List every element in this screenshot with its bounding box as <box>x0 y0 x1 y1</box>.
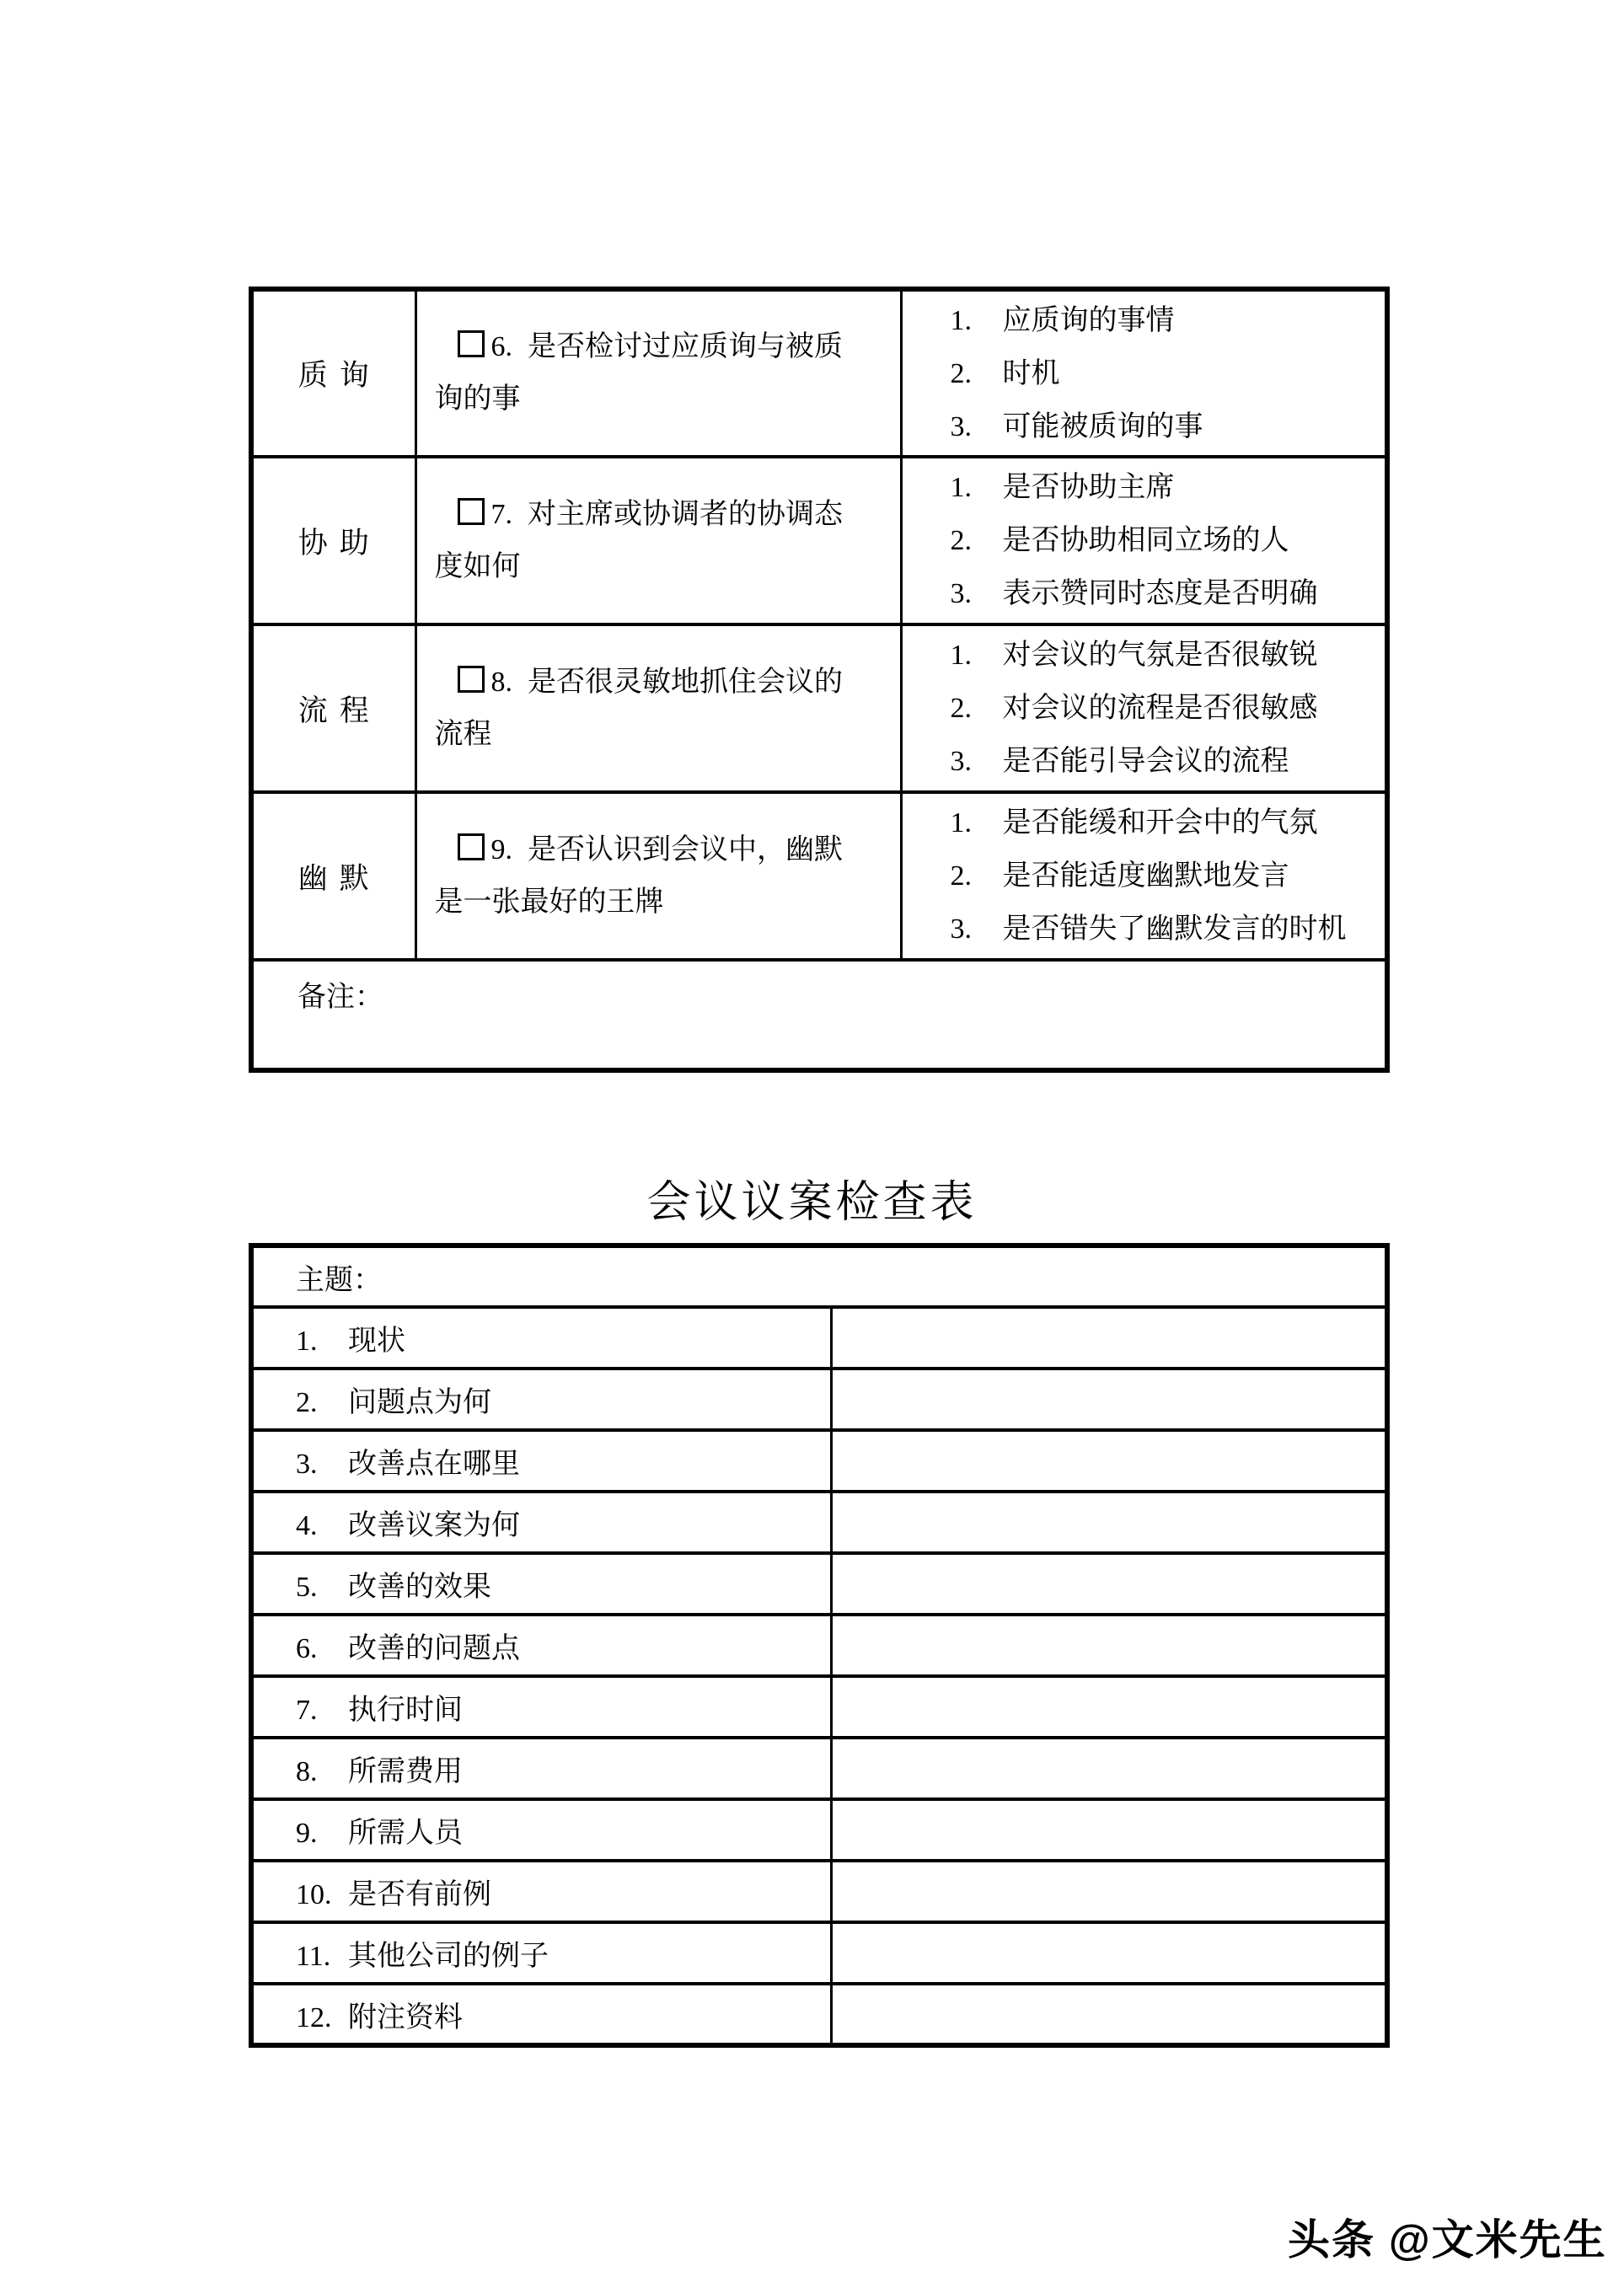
table-row <box>251 1738 1387 1799</box>
agenda-table-title: 会议议案检查表 <box>646 1179 978 1227</box>
point-text: 是否错失了幽默发言的时机 <box>1002 913 1347 945</box>
question-number: 7. <box>490 498 512 530</box>
agenda-item-cell <box>251 1369 831 1430</box>
watermark: 头条 @文米先生 <box>1288 2216 1607 2264</box>
row-number: 3. <box>296 1449 318 1480</box>
agenda-item-cell <box>251 1922 831 1984</box>
table-row <box>251 792 1387 960</box>
point-number: 3. <box>950 410 972 442</box>
checkbox-icon <box>458 833 485 860</box>
point-number: 3. <box>950 746 972 777</box>
agenda-item-cell <box>251 1553 831 1615</box>
table-row <box>251 1246 1387 1307</box>
row-number: 9. <box>296 1818 318 1849</box>
point-text: 是否协助相同立场的人 <box>1002 525 1289 556</box>
row-number: 6. <box>296 1633 318 1664</box>
point-number: 3. <box>950 913 972 945</box>
category-cell: 协助 <box>251 457 415 624</box>
point-number: 1. <box>950 472 972 503</box>
point-item <box>951 294 1385 347</box>
row-label: 其他公司的例子 <box>348 1941 549 1972</box>
row-label: 改善点在哪里 <box>348 1449 520 1480</box>
question-cell <box>415 289 901 457</box>
point-text: 对会议的流程是否很敏感 <box>1002 693 1318 724</box>
agenda-item-cell <box>251 1676 831 1738</box>
point-text: 对会议的气氛是否很敏锐 <box>1002 640 1318 671</box>
table-row <box>251 1799 1387 1861</box>
point-number: 2. <box>950 525 972 556</box>
topic-cell <box>251 1246 1387 1307</box>
table-row <box>251 1553 1387 1615</box>
question-text: 是否检讨过应质询与被质询的事 <box>434 331 843 415</box>
point-text: 是否能适度幽默地发言 <box>1002 860 1289 892</box>
point-item <box>951 796 1385 849</box>
table-row <box>251 1984 1387 2045</box>
row-number: 1. <box>296 1326 318 1357</box>
question-text: 是否认识到会议中，幽默是一张最好的王牌 <box>434 833 843 918</box>
table-row <box>251 1492 1387 1553</box>
category-cell: 质询 <box>251 289 415 457</box>
row-number: 10. <box>296 1879 332 1910</box>
table-row <box>251 457 1387 624</box>
point-text: 时机 <box>1002 357 1060 389</box>
answer-cell <box>831 1307 1387 1369</box>
topic-label: 主题： <box>296 1264 382 1296</box>
checkbox-icon <box>458 498 485 525</box>
question-number: 9. <box>490 833 512 865</box>
answer-cell <box>831 1492 1387 1553</box>
agenda-item-cell <box>251 1615 831 1676</box>
row-label: 改善的问题点 <box>348 1633 520 1664</box>
question-text: 是否很灵敏地抓住会议的流程 <box>434 666 843 750</box>
row-label: 所需人员 <box>348 1818 463 1849</box>
point-item <box>951 849 1385 903</box>
table-row <box>251 1430 1387 1492</box>
point-item <box>951 629 1385 682</box>
points-cell <box>901 289 1387 457</box>
checklist-table <box>249 287 1390 1073</box>
agenda-item-cell <box>251 1984 831 2045</box>
point-text: 是否协助主席 <box>1002 472 1175 503</box>
answer-cell <box>831 1738 1387 1799</box>
row-label: 改善议案为何 <box>348 1510 520 1541</box>
question-cell <box>415 624 901 792</box>
table-row <box>251 624 1387 792</box>
point-text: 是否能缓和开会中的气氛 <box>1002 807 1318 838</box>
row-number: 12. <box>296 2001 332 2033</box>
point-item <box>951 903 1385 956</box>
point-text: 应质询的事情 <box>1002 304 1175 336</box>
row-number: 2. <box>296 1387 318 1418</box>
row-label: 所需费用 <box>348 1756 463 1787</box>
row-label: 改善的效果 <box>348 1572 491 1603</box>
answer-cell <box>831 1615 1387 1676</box>
point-text: 可能被质询的事 <box>1002 410 1203 442</box>
agenda-item-cell <box>251 1738 831 1799</box>
table-row <box>251 1922 1387 1984</box>
agenda-table <box>249 1243 1390 2048</box>
row-number: 8. <box>296 1756 318 1787</box>
question-paragraph <box>435 489 854 593</box>
table-row <box>251 1369 1387 1430</box>
point-number: 1. <box>950 807 972 838</box>
question-text: 对主席或协调者的协调态度如何 <box>434 498 843 582</box>
row-label: 附注资料 <box>348 2001 463 2033</box>
point-item <box>951 735 1385 788</box>
point-item <box>951 461 1385 514</box>
category-cell: 幽默 <box>251 792 415 960</box>
row-number: 4. <box>296 1510 318 1541</box>
point-number: 1. <box>950 304 972 336</box>
remark-cell <box>251 960 1387 1070</box>
point-number: 1. <box>950 640 972 671</box>
row-label: 问题点为何 <box>348 1387 491 1418</box>
answer-cell <box>831 1861 1387 1922</box>
agenda-item-cell <box>251 1430 831 1492</box>
question-paragraph <box>435 824 854 929</box>
question-paragraph <box>435 321 854 426</box>
checkbox-icon <box>458 666 485 693</box>
point-item <box>951 400 1385 453</box>
agenda-item-cell <box>251 1307 831 1369</box>
answer-cell <box>831 1553 1387 1615</box>
points-cell <box>901 624 1387 792</box>
answer-cell <box>831 1922 1387 1984</box>
row-number: 7. <box>296 1695 318 1726</box>
question-cell <box>415 457 901 624</box>
agenda-item-cell <box>251 1492 831 1553</box>
row-label: 现状 <box>348 1326 405 1357</box>
checkbox-icon <box>458 330 485 357</box>
question-number: 8. <box>490 666 512 698</box>
category-cell: 流程 <box>251 624 415 792</box>
point-text: 表示赞同时态度是否明确 <box>1002 578 1318 609</box>
table-row <box>251 289 1387 457</box>
point-number: 2. <box>950 357 972 389</box>
point-item <box>951 514 1385 567</box>
question-paragraph <box>435 656 854 761</box>
row-label: 执行时间 <box>348 1695 463 1726</box>
points-cell <box>901 792 1387 960</box>
answer-cell <box>831 1676 1387 1738</box>
point-number: 2. <box>950 693 972 724</box>
agenda-item-cell <box>251 1861 831 1922</box>
row-number: 11. <box>296 1941 331 1972</box>
point-item <box>951 567 1385 620</box>
agenda-item-cell <box>251 1799 831 1861</box>
point-number: 2. <box>950 860 972 892</box>
answer-cell <box>831 1430 1387 1492</box>
table-row <box>251 1676 1387 1738</box>
points-cell <box>901 457 1387 624</box>
question-number: 6. <box>490 331 512 362</box>
answer-cell <box>831 1984 1387 2045</box>
row-number: 5. <box>296 1572 318 1603</box>
table-row <box>251 1307 1387 1369</box>
remark-label: 备注： <box>297 982 383 1013</box>
table-row <box>251 960 1387 1070</box>
table-row <box>251 1615 1387 1676</box>
row-label: 是否有前例 <box>348 1879 491 1910</box>
point-item <box>951 682 1385 735</box>
point-number: 3. <box>950 578 972 609</box>
table-row <box>251 1861 1387 1922</box>
answer-cell <box>831 1799 1387 1861</box>
point-item <box>951 347 1385 400</box>
question-cell <box>415 792 901 960</box>
answer-cell <box>831 1369 1387 1430</box>
point-text: 是否能引导会议的流程 <box>1002 746 1289 777</box>
